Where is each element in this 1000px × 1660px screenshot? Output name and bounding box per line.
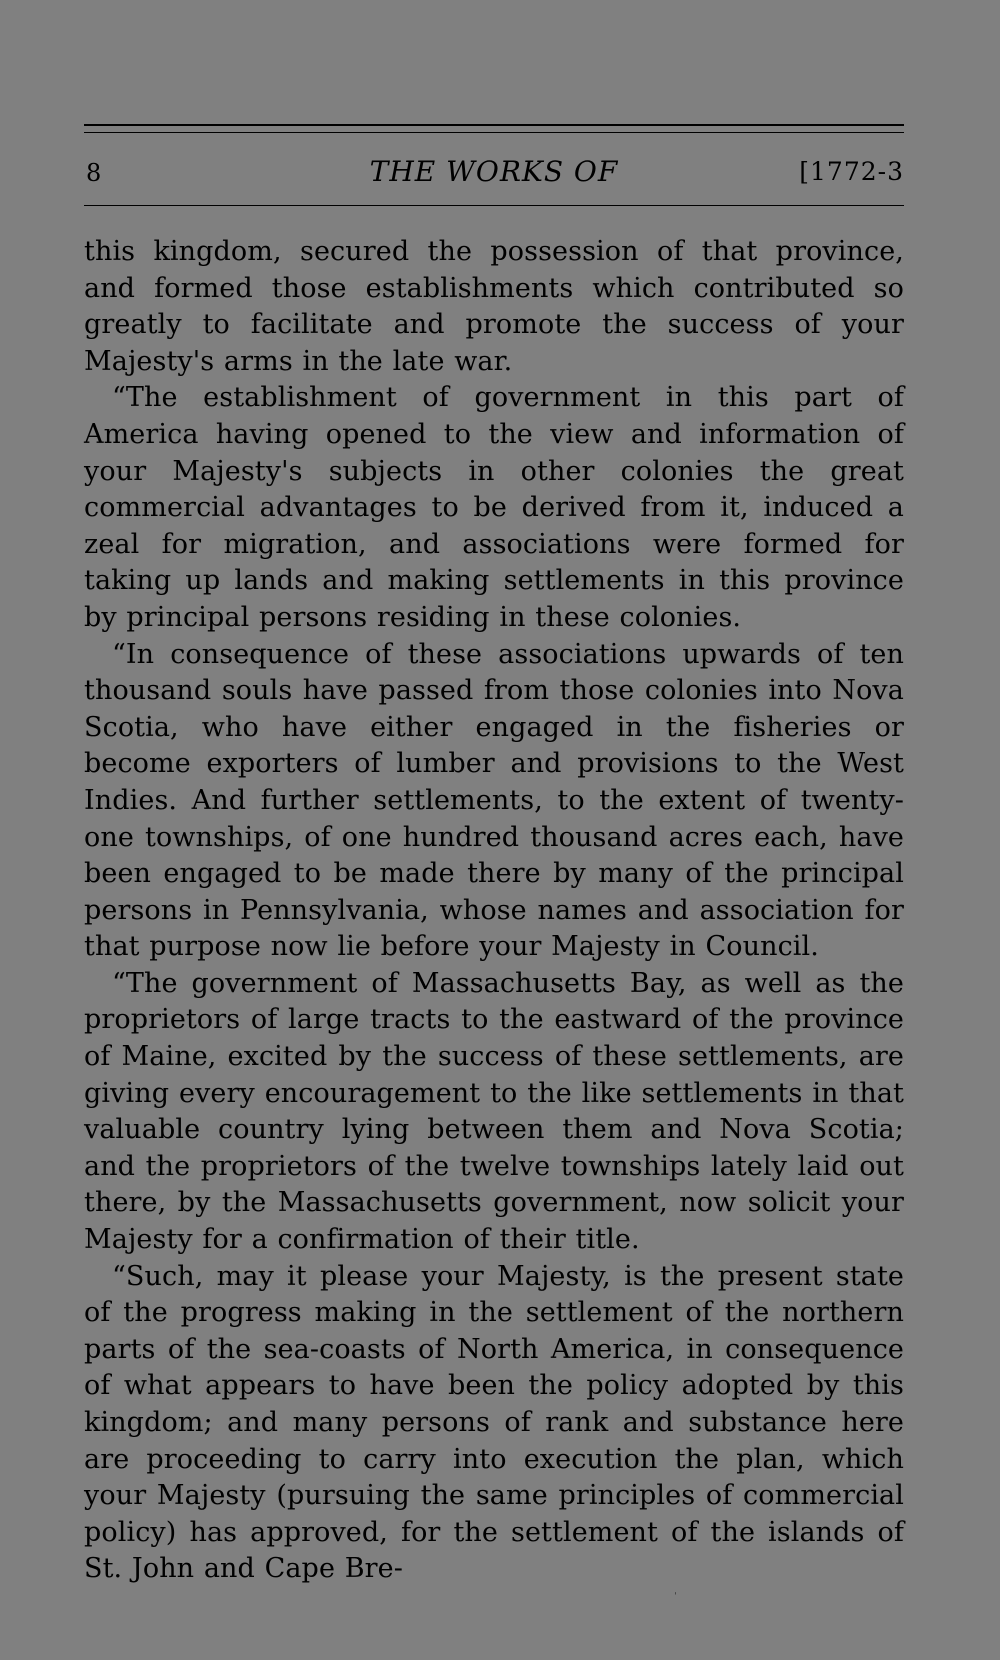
header-rule-thin [84, 132, 904, 133]
running-header [84, 155, 904, 203]
paragraph: “In consequence of these associations upwards of ten thousand souls have passed from those colonies into Nova Scotia, who have either engaged in the fisheries or become exporters of lumber and provisions to the West Indies. And further settlements, to the extent of twenty-one townships, of one hundred thousand acres each, have been engaged to be made there by many of the principal persons in Pennsylvania, whose names and association for that purpose now lie before your Majesty in Council. [84, 638, 904, 963]
body-text [84, 234, 904, 1588]
date-range: [1772-3 [799, 157, 904, 186]
scan-speck-mark: ˈ [674, 1592, 677, 1603]
header-rule-thick [84, 124, 904, 126]
paragraph: “The establishment of government in this part of America having opened to the view and information of your Majesty's subjects in other colonies the great commercial advantages to be derived from it, induced a zeal for migration, and associations were formed for taking up lands and making settlements in this province by principal persons residing in these colonies. [84, 382, 904, 633]
book-page [84, 124, 904, 1588]
paragraph: “Such, may it please your Majesty, is the present state of the progress making in the settlement of the northern parts of the sea-coasts of North America, in consequence of what appears to have been the policy adopted by this kingdom; and many persons of rank and substance here are proceeding to carry into execution the plan, which your Majesty (pursuing the same principles of commercial policy) has approved, for the settlement of the islands of St. John and Cape Bre- [84, 1260, 904, 1585]
running-title: THE WORKS OF [369, 155, 619, 188]
paragraph: “The government of Massachusetts Bay, as well as the proprietors of large tracts to the eastward of the province of Maine, excited by the success of these settlements, are giving every encouragement to the like settlements in that valuable country lying between them and Nova Scotia; and the proprietors of the twelve townships lately laid out there, by the Massachusetts government, now solicit your Majesty for a confirmation of their title. [84, 967, 904, 1256]
page-number: 8 [86, 159, 102, 187]
header-rule-bottom [84, 205, 904, 206]
paragraph-continued: this kingdom, secured the possession of that province, and formed those establishments which contributed so greatly to facilitate and promote the success of your Majesty's arms in the late war. [84, 236, 904, 377]
